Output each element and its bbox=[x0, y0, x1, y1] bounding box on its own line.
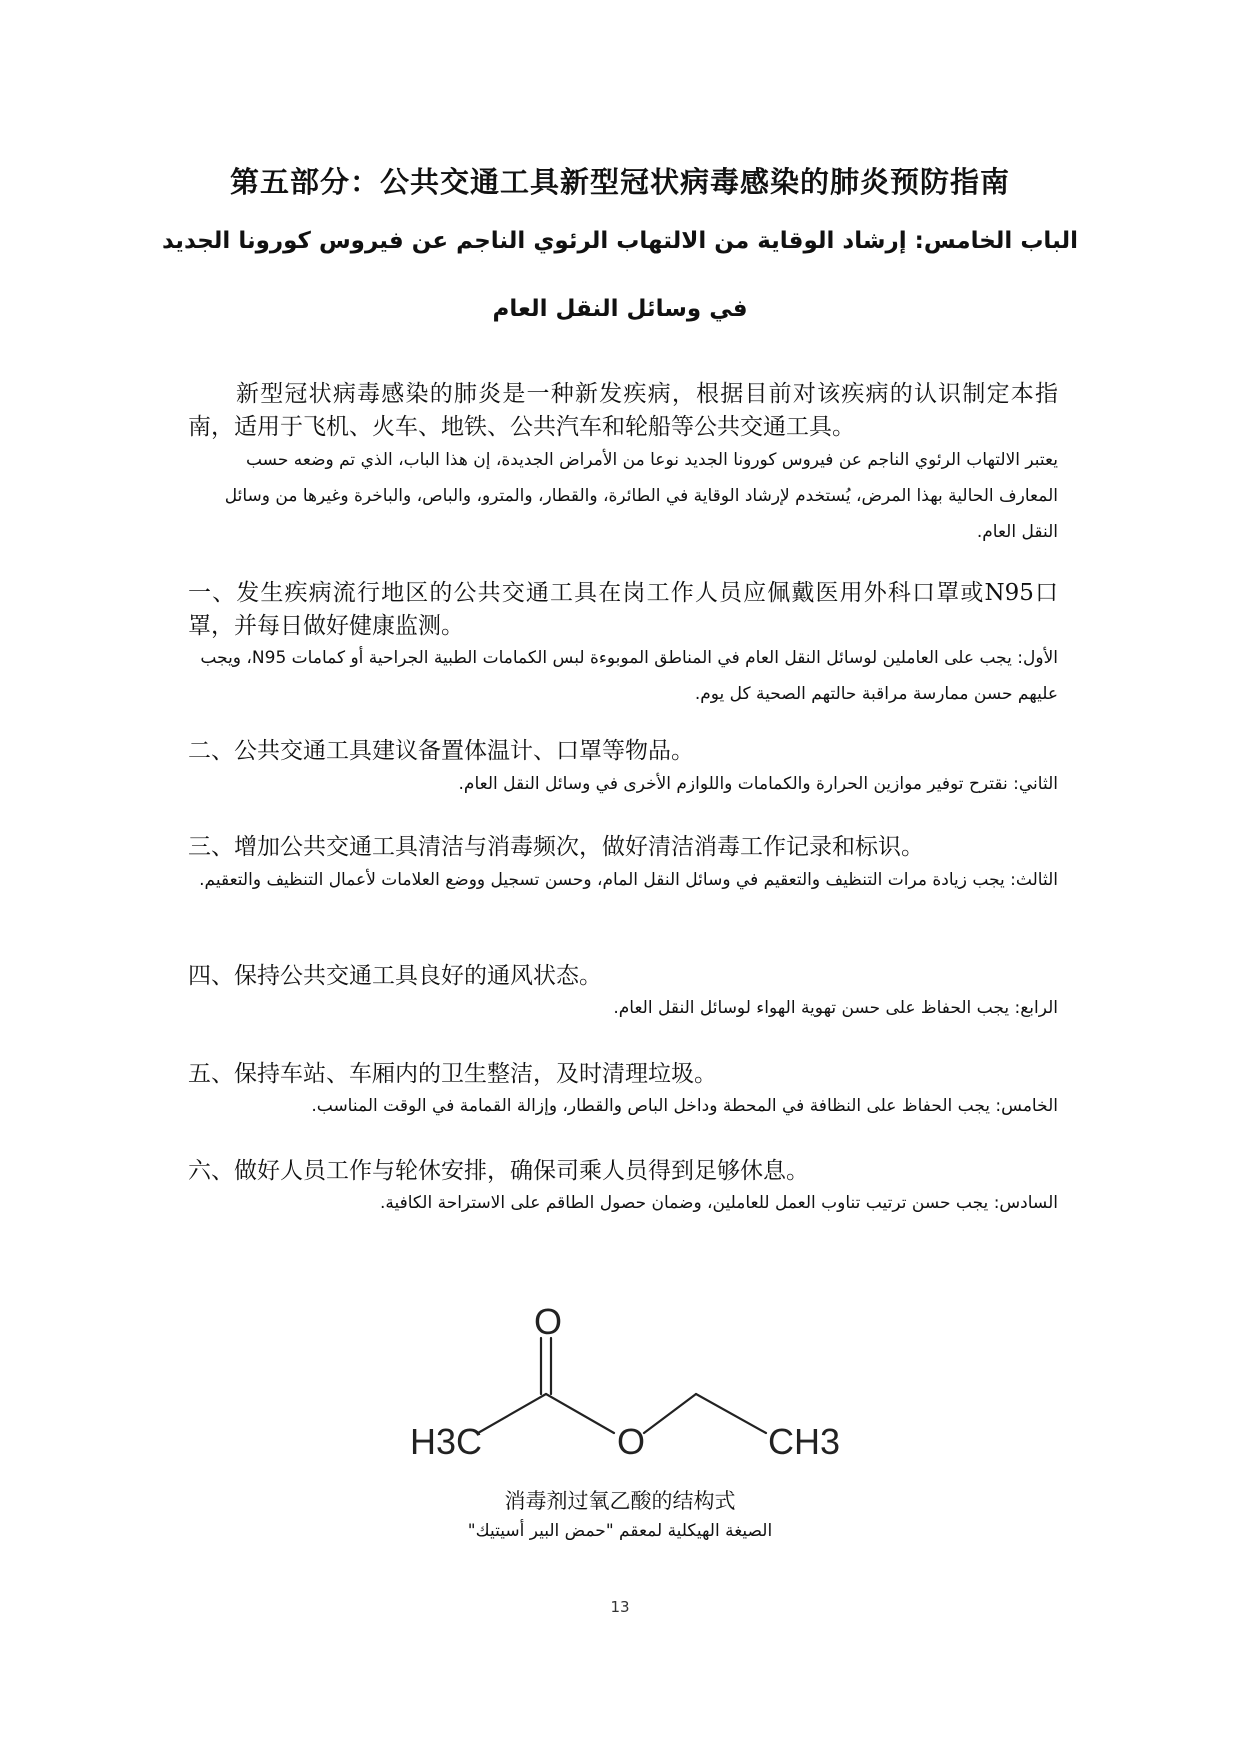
label-ch3: CH3 bbox=[768, 1421, 841, 1462]
item-4-arabic: الرابع: يجب الحفاظ على حسن تهوية الهواء لوسائل النقل العام. bbox=[613, 998, 1058, 1018]
item-4-chinese: 四、保持公共交通工具良好的通风状态。 bbox=[188, 963, 602, 989]
item-3-arabic: الثالث: يجب زيادة مرات التنظيف والتعقيم في وسائل النقل المام، وحسن تسجيل ووضع العلامات لأعمال التنظيف والتعقيم. bbox=[199, 870, 1058, 890]
label-oxygen-top: O bbox=[534, 1301, 563, 1342]
item-6-arabic: السادس: يجب حسن ترتيب تناوب العمل للعاملين، وضمان حصول الطاقم على الاستراحة الكافية. bbox=[379, 1193, 1058, 1213]
bond-carbon-oxygen bbox=[546, 1394, 614, 1433]
item-6-chinese: 六、做好人员工作与轮休安排，确保司乘人员得到足够休息。 bbox=[188, 1158, 809, 1184]
bond-ch2-methyl bbox=[696, 1394, 766, 1433]
intro-paragraph-chinese: 新型冠状病毒感染的肺炎是一种新发疾病，根据目前对该疾病的认识制定本指南，适用于飞机、火车、地铁、公共汽车和轮船等公共交通工具。 bbox=[188, 381, 1058, 440]
label-oxygen-bridge: O bbox=[617, 1421, 646, 1462]
figure-caption-arabic: الصيغة الهيكلية لمعقم "حمض البير أسيتيك" bbox=[467, 1521, 773, 1541]
item-5-chinese: 五、保持车站、车厢内的卫生整洁，及时清理垃圾。 bbox=[188, 1061, 717, 1087]
peracetic-acid-structure-diagram bbox=[400, 1290, 870, 1470]
page-title-arabic-line1: الباب الخامس: إرشاد الوقاية من الالتهاب الرئوي الناجم عن فيروس كورونا الجديد bbox=[162, 228, 1078, 254]
bond-methyl-carbon bbox=[478, 1394, 546, 1433]
bond-oxygen-ch2 bbox=[644, 1394, 696, 1433]
item-1-chinese: 一、发生疾病流行地区的公共交通工具在岗工作人员应佩戴医用外科口罩或N95口罩，并每日做好健康监测。 bbox=[188, 580, 1058, 639]
page-number: 13 bbox=[610, 1598, 630, 1616]
item-2-arabic: الثاني: نقترح توفير موازين الحرارة والكمامات واللوازم الأخرى في وسائل النقل العام. bbox=[458, 774, 1058, 794]
item-1-arabic: الأول: يجب على العاملين لوسائل النقل العام في المناطق الموبوءة لبس الكمامات الطبية الجراحية أو كمامات N95، ويجب عليهم حسن ممارسة مراقبة حالتهم الصحية كل يوم. bbox=[200, 648, 1058, 704]
intro-paragraph-arabic: يعتبر الالتهاب الرئوي الناجم عن فيروس كورونا الجديد نوعا من الأمراض الجديدة، إن هذا الباب، الذي تم وضعه حسب المعارف الحالية بهذا المرض، يُستخدم لإرشاد الوقاية في الطائرة، والقطار، والمترو، والباص، والباخرة وغيرها من وسائل النقل العام. bbox=[224, 450, 1058, 542]
item-3-chinese: 三、增加公共交通工具清洁与消毒频次，做好清洁消毒工作记录和标识。 bbox=[188, 834, 924, 860]
figure-caption-chinese: 消毒剂过氧乙酸的结构式 bbox=[504, 1489, 736, 1513]
label-h3c: H3C bbox=[410, 1421, 483, 1462]
page-title-arabic-line2: في وسائل النقل العام bbox=[492, 296, 748, 322]
item-5-arabic: الخامس: يجب الحفاظ على النظافة في المحطة وداخل الباص والقطار، وإزالة القمامة في الوقت المناسب. bbox=[311, 1096, 1058, 1116]
page-title-chinese: 第五部分：公共交通工具新型冠状病毒感染的肺炎预防指南 bbox=[229, 165, 1010, 199]
item-2-chinese: 二、公共交通工具建议备置体温计、口罩等物品。 bbox=[188, 738, 694, 764]
